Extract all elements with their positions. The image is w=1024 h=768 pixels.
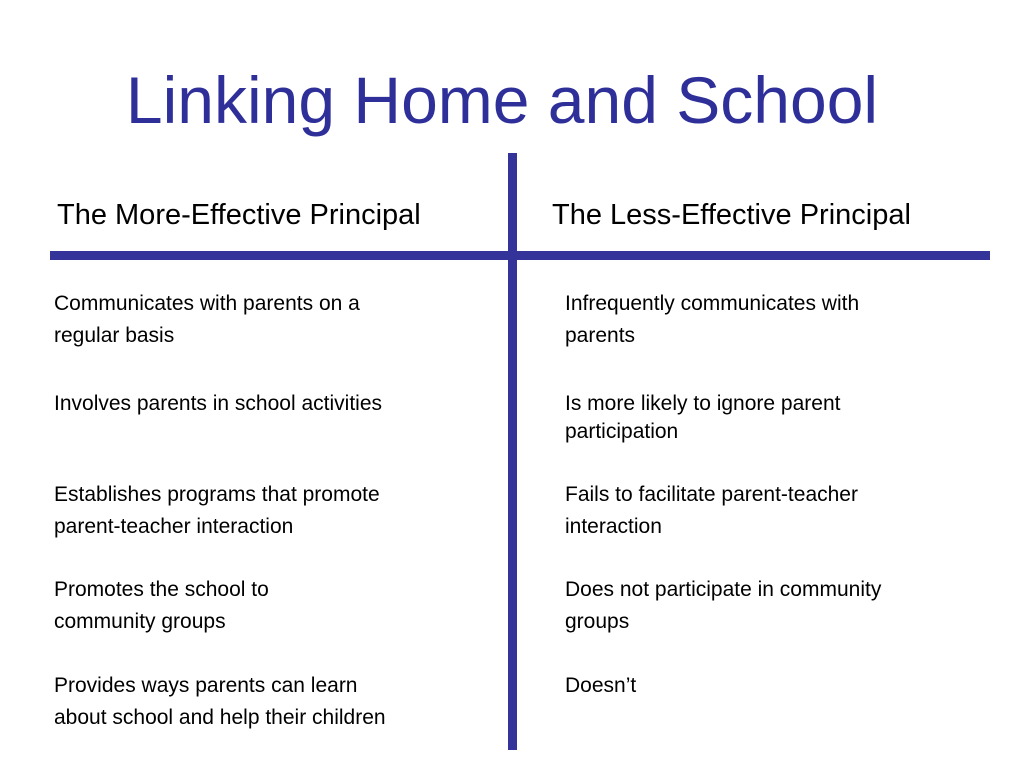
- item-line: Provides ways parents can learn: [54, 674, 358, 697]
- list-item-less-effective: [565, 574, 985, 638]
- list-item-less-effective: [565, 479, 985, 543]
- item-line: parent-teacher interaction: [54, 515, 294, 538]
- item-line: community groups: [54, 610, 226, 633]
- list-item-more-effective: [54, 574, 494, 638]
- list-item-less-effective: [565, 390, 985, 446]
- list-item-less-effective: [565, 670, 985, 702]
- item-line: Is more likely to ignore parent: [565, 392, 841, 415]
- item-line: Doesn’t: [565, 674, 637, 697]
- header-divider-horizontal: [50, 251, 990, 260]
- item-line: participation: [565, 420, 679, 443]
- item-line: parents: [565, 324, 636, 347]
- item-line: Establishes programs that promote: [54, 483, 380, 506]
- slide-title: Linking Home and School: [125, 63, 879, 137]
- item-line: groups: [565, 610, 630, 633]
- column-header-more-effective: The More-Effective Principal: [57, 199, 421, 231]
- list-item-more-effective: [54, 479, 494, 543]
- item-line: Infrequently communicates with: [565, 292, 860, 315]
- list-item-more-effective: [54, 388, 494, 420]
- column-divider-vertical: [508, 153, 517, 750]
- list-item-more-effective: [54, 288, 494, 352]
- item-line: interaction: [565, 515, 662, 538]
- item-line: Promotes the school to: [54, 578, 269, 601]
- item-line: Involves parents in school activities: [54, 392, 382, 415]
- item-line: Fails to facilitate parent-teacher: [565, 483, 858, 506]
- item-line: about school and help their children: [54, 706, 386, 729]
- list-item-less-effective: [565, 288, 985, 352]
- item-line: regular basis: [54, 324, 175, 347]
- item-line: Communicates with parents on a: [54, 292, 360, 315]
- item-line: Does not participate in community: [565, 578, 882, 601]
- column-header-less-effective: The Less-Effective Principal: [552, 199, 911, 231]
- list-item-more-effective: [54, 670, 494, 734]
